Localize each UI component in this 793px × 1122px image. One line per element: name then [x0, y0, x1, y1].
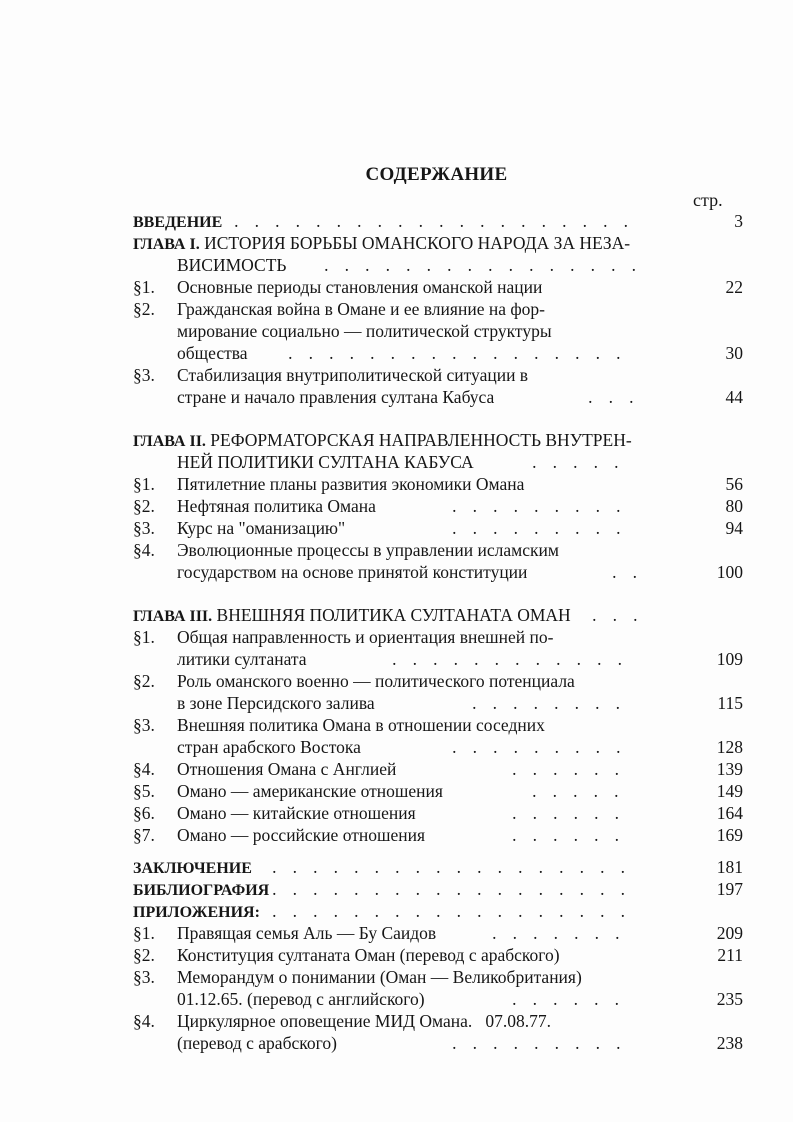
toc-line [0, 298, 793, 320]
section-number: §1. [133, 277, 155, 297]
toc-line [0, 878, 793, 900]
toc-line [0, 473, 793, 495]
toc-line [0, 692, 793, 714]
toc-line [0, 758, 793, 780]
page-number: 149 [716, 781, 743, 801]
toc-line [0, 736, 793, 758]
entry-title [177, 670, 575, 692]
leader-dots: . . . . . . [512, 989, 619, 1009]
page-number: 238 [716, 1033, 743, 1053]
entry-text: РЕФОРМАТОРСКАЯ НАПРАВЛЕННОСТЬ ВНУТРЕН- [205, 430, 632, 450]
entry-text: Основные периоды становления оманской нации [177, 277, 543, 297]
entry-heading-label: ЗАКЛЮЧЕНИЕ [133, 860, 252, 877]
entry-text: стран арабского Востока [177, 737, 361, 757]
leader-dots: . . . . . . . . . [452, 496, 621, 516]
toc-line [0, 856, 793, 878]
entry-heading-label: ГЛАВА III. [133, 608, 213, 625]
leader-dots: . . . . . [532, 781, 619, 801]
entry-title [133, 429, 632, 453]
entry-text: общества [177, 343, 248, 363]
entry-title [177, 276, 542, 298]
toc-line [0, 648, 793, 670]
entry-title [177, 320, 552, 342]
section-number: §2. [133, 945, 155, 965]
section-number: §1. [133, 923, 155, 943]
page-number: 164 [716, 803, 743, 823]
toc-line [0, 1032, 793, 1054]
leader-dots: . . . . . . . . . [452, 518, 621, 538]
toc-line [0, 342, 793, 364]
toc-line [0, 824, 793, 846]
page-number: 209 [716, 923, 743, 943]
page-number: 22 [725, 277, 743, 297]
leader-dots: . . . . . . . . [472, 693, 620, 713]
page-number: 56 [725, 474, 743, 494]
entry-text: 01.12.65. (перевод с английского) [177, 989, 425, 1009]
entry-heading-label: ВВЕДЕНИЕ [133, 214, 223, 231]
toc-line [0, 429, 793, 451]
toc-line [0, 670, 793, 692]
page-number: 44 [725, 387, 743, 407]
entry-text: Пятилетние планы развития экономики Омана [177, 474, 525, 494]
leader-dots: . . . . . . . [492, 923, 620, 943]
section-number: §6. [133, 803, 155, 823]
page-number: 197 [716, 879, 743, 899]
entry-text: мирование социально — политической структуры [177, 321, 552, 341]
entry-title [177, 802, 416, 824]
toc-line [0, 626, 793, 648]
entry-text: Омано — китайские отношения [177, 803, 416, 823]
entry-text: Правящая семья Аль — Бу Саидов [177, 923, 437, 943]
page-number: 211 [717, 945, 743, 965]
section-number: §2. [133, 496, 155, 516]
entry-text: Внешняя политика Омана в отношении соседних [177, 715, 545, 735]
entry-text: стране и начало правления султана Кабуса [177, 387, 495, 407]
page-number: 235 [716, 989, 743, 1009]
leader-dots: . . . [592, 605, 638, 625]
page-title: СОДЕРЖАНИЕ [365, 164, 508, 185]
leader-dots: . . . . . . . . . . . . [392, 649, 622, 669]
section-number: §3. [133, 715, 155, 735]
entry-title [177, 944, 560, 966]
entry-text: Общая направленность и ориентация внешней по- [177, 627, 554, 647]
entry-title [177, 495, 376, 517]
entry-title [177, 1010, 551, 1032]
entry-title [177, 780, 443, 802]
entry-text: Конституция султаната Оман (перевод с арабского) [177, 945, 560, 965]
entry-title [177, 517, 345, 539]
page-number: 181 [716, 857, 743, 877]
entry-title [177, 473, 524, 495]
entry-title [177, 714, 545, 736]
leader-dots: . . . . . . . . . . . . . . . . [324, 255, 636, 275]
toc-line [0, 802, 793, 824]
entry-heading-label: ГЛАВА II. [133, 433, 206, 450]
entry-title [177, 386, 494, 408]
entry-title [133, 232, 630, 256]
toc-line [0, 276, 793, 298]
leader-dots: . . . . . . . . . . . . . . . . . . . . [234, 211, 628, 231]
toc-line [0, 232, 793, 254]
section-number: §4. [133, 1011, 155, 1031]
entry-title [177, 342, 248, 364]
entry-title [133, 878, 269, 902]
entry-text: Роль оманского военно — политического потенциала [177, 671, 575, 691]
toc-line [0, 320, 793, 342]
page-column-label: стр. [693, 190, 723, 210]
entry-text: Циркулярное оповещение МИД Омана. 07.08.77. [177, 1011, 552, 1031]
entry-text: в зоне Персидского залива [177, 693, 375, 713]
toc-line [0, 922, 793, 944]
page-number: 80 [725, 496, 743, 516]
leader-dots: . . . . . . . . . [452, 1033, 621, 1053]
entry-title [177, 1032, 337, 1054]
toc-line [0, 561, 793, 583]
entry-title [133, 210, 222, 234]
page-number: 128 [716, 737, 743, 757]
leader-dots: . . . . . . [512, 825, 619, 845]
toc-line [0, 539, 793, 561]
entry-text: Гражданская война в Омане и ее влияние на фор- [177, 299, 546, 319]
entry-text: Омано — американские отношения [177, 781, 443, 801]
entry-text: Омано — российские отношения [177, 825, 426, 845]
section-number: §7. [133, 825, 155, 845]
toc-line [0, 604, 793, 626]
section-number: §4. [133, 759, 155, 779]
entry-title [177, 758, 396, 780]
leader-dots: . . . . . . [512, 759, 619, 779]
entry-text: НЕЙ ПОЛИТИКИ СУЛТАНА КАБУСА [177, 452, 474, 472]
entry-title [133, 604, 571, 628]
page-number: 169 [716, 825, 743, 845]
toc-line [0, 364, 793, 386]
toc-line [0, 210, 793, 232]
section-number: §2. [133, 671, 155, 691]
entry-title [177, 922, 436, 944]
leader-dots: . . . . . . . . . [452, 737, 621, 757]
page-number: 115 [717, 693, 743, 713]
toc-line [0, 451, 793, 473]
entry-title [177, 539, 559, 561]
entry-text: ВИСИМОСТЬ [177, 255, 287, 275]
entry-title [133, 900, 260, 924]
entry-title [177, 966, 582, 988]
page-number: 30 [725, 343, 743, 363]
entry-text: Стабилизация внутриполитической ситуации в [177, 365, 529, 385]
entry-text: государством на основе принятой конституции [177, 562, 528, 582]
section-number: §1. [133, 627, 155, 647]
entry-text: ВНЕШНЯЯ ПОЛИТИКА СУЛТАНАТА ОМАН [212, 605, 571, 625]
entry-title [133, 856, 252, 880]
page-number: 94 [725, 518, 743, 538]
entry-text: Нефтяная политика Омана [177, 496, 376, 516]
page-number: 109 [716, 649, 743, 669]
toc-line [0, 988, 793, 1010]
toc-line [0, 1010, 793, 1032]
section-number: §4. [133, 540, 155, 560]
entry-title [177, 736, 361, 758]
toc-line [0, 900, 793, 922]
toc-line [0, 495, 793, 517]
entry-title [177, 692, 375, 714]
leader-dots: . . . [588, 387, 634, 407]
leader-dots: . . . . . . . . . . . . . . . . . . [272, 879, 625, 899]
toc-line [0, 714, 793, 736]
entry-title [177, 364, 528, 386]
leader-dots: . . . . . . . . . . . . . . . . . [288, 343, 621, 363]
section-number: §2. [133, 299, 155, 319]
section-number: §5. [133, 781, 155, 801]
entry-title [177, 824, 425, 846]
leader-dots: . . . . . . . . . . . . . . . . . . [272, 857, 625, 877]
entry-text: литики султаната [177, 649, 307, 669]
section-number: §3. [133, 967, 155, 987]
toc-line [0, 966, 793, 988]
entry-title [177, 626, 553, 648]
entry-heading-label: ПРИЛОЖЕНИЯ: [133, 904, 260, 921]
entry-heading-label: БИБЛИОГРАФИЯ [133, 882, 270, 899]
leader-dots: . . . . . . [512, 803, 619, 823]
toc-line [0, 254, 793, 276]
page-number: 139 [716, 759, 743, 779]
toc-line [0, 780, 793, 802]
section-number: §3. [133, 518, 155, 538]
entry-title [177, 298, 545, 320]
entry-title [177, 451, 474, 473]
entry-text: Меморандум о понимании (Оман — Великобритания) [177, 967, 582, 987]
page-number: 3 [734, 211, 743, 231]
entry-text: Эволюционные процессы в управлении исламским [177, 540, 559, 560]
entry-text: ИСТОРИЯ БОРЬБЫ ОМАНСКОГО НАРОДА ЗА НЕЗА- [199, 233, 631, 253]
toc-line [0, 517, 793, 539]
leader-dots: . . [612, 562, 637, 582]
section-number: §3. [133, 365, 155, 385]
entry-text: (перевод с арабского) [177, 1033, 337, 1053]
page-number: 100 [716, 562, 743, 582]
entry-title [177, 254, 286, 276]
entry-title [177, 648, 307, 670]
entry-text: Отношения Омана с Англией [177, 759, 397, 779]
entry-title [177, 988, 425, 1010]
leader-dots: . . . . . [532, 452, 619, 472]
entry-heading-label: ГЛАВА I. [133, 236, 200, 253]
toc-line [0, 386, 793, 408]
entry-title [177, 561, 527, 583]
section-number: §1. [133, 474, 155, 494]
toc-line [0, 944, 793, 966]
entry-text: Курс на "оманизацию" [177, 518, 346, 538]
leader-dots: . . . . . . . . . . . . . . . . . . [272, 901, 625, 921]
